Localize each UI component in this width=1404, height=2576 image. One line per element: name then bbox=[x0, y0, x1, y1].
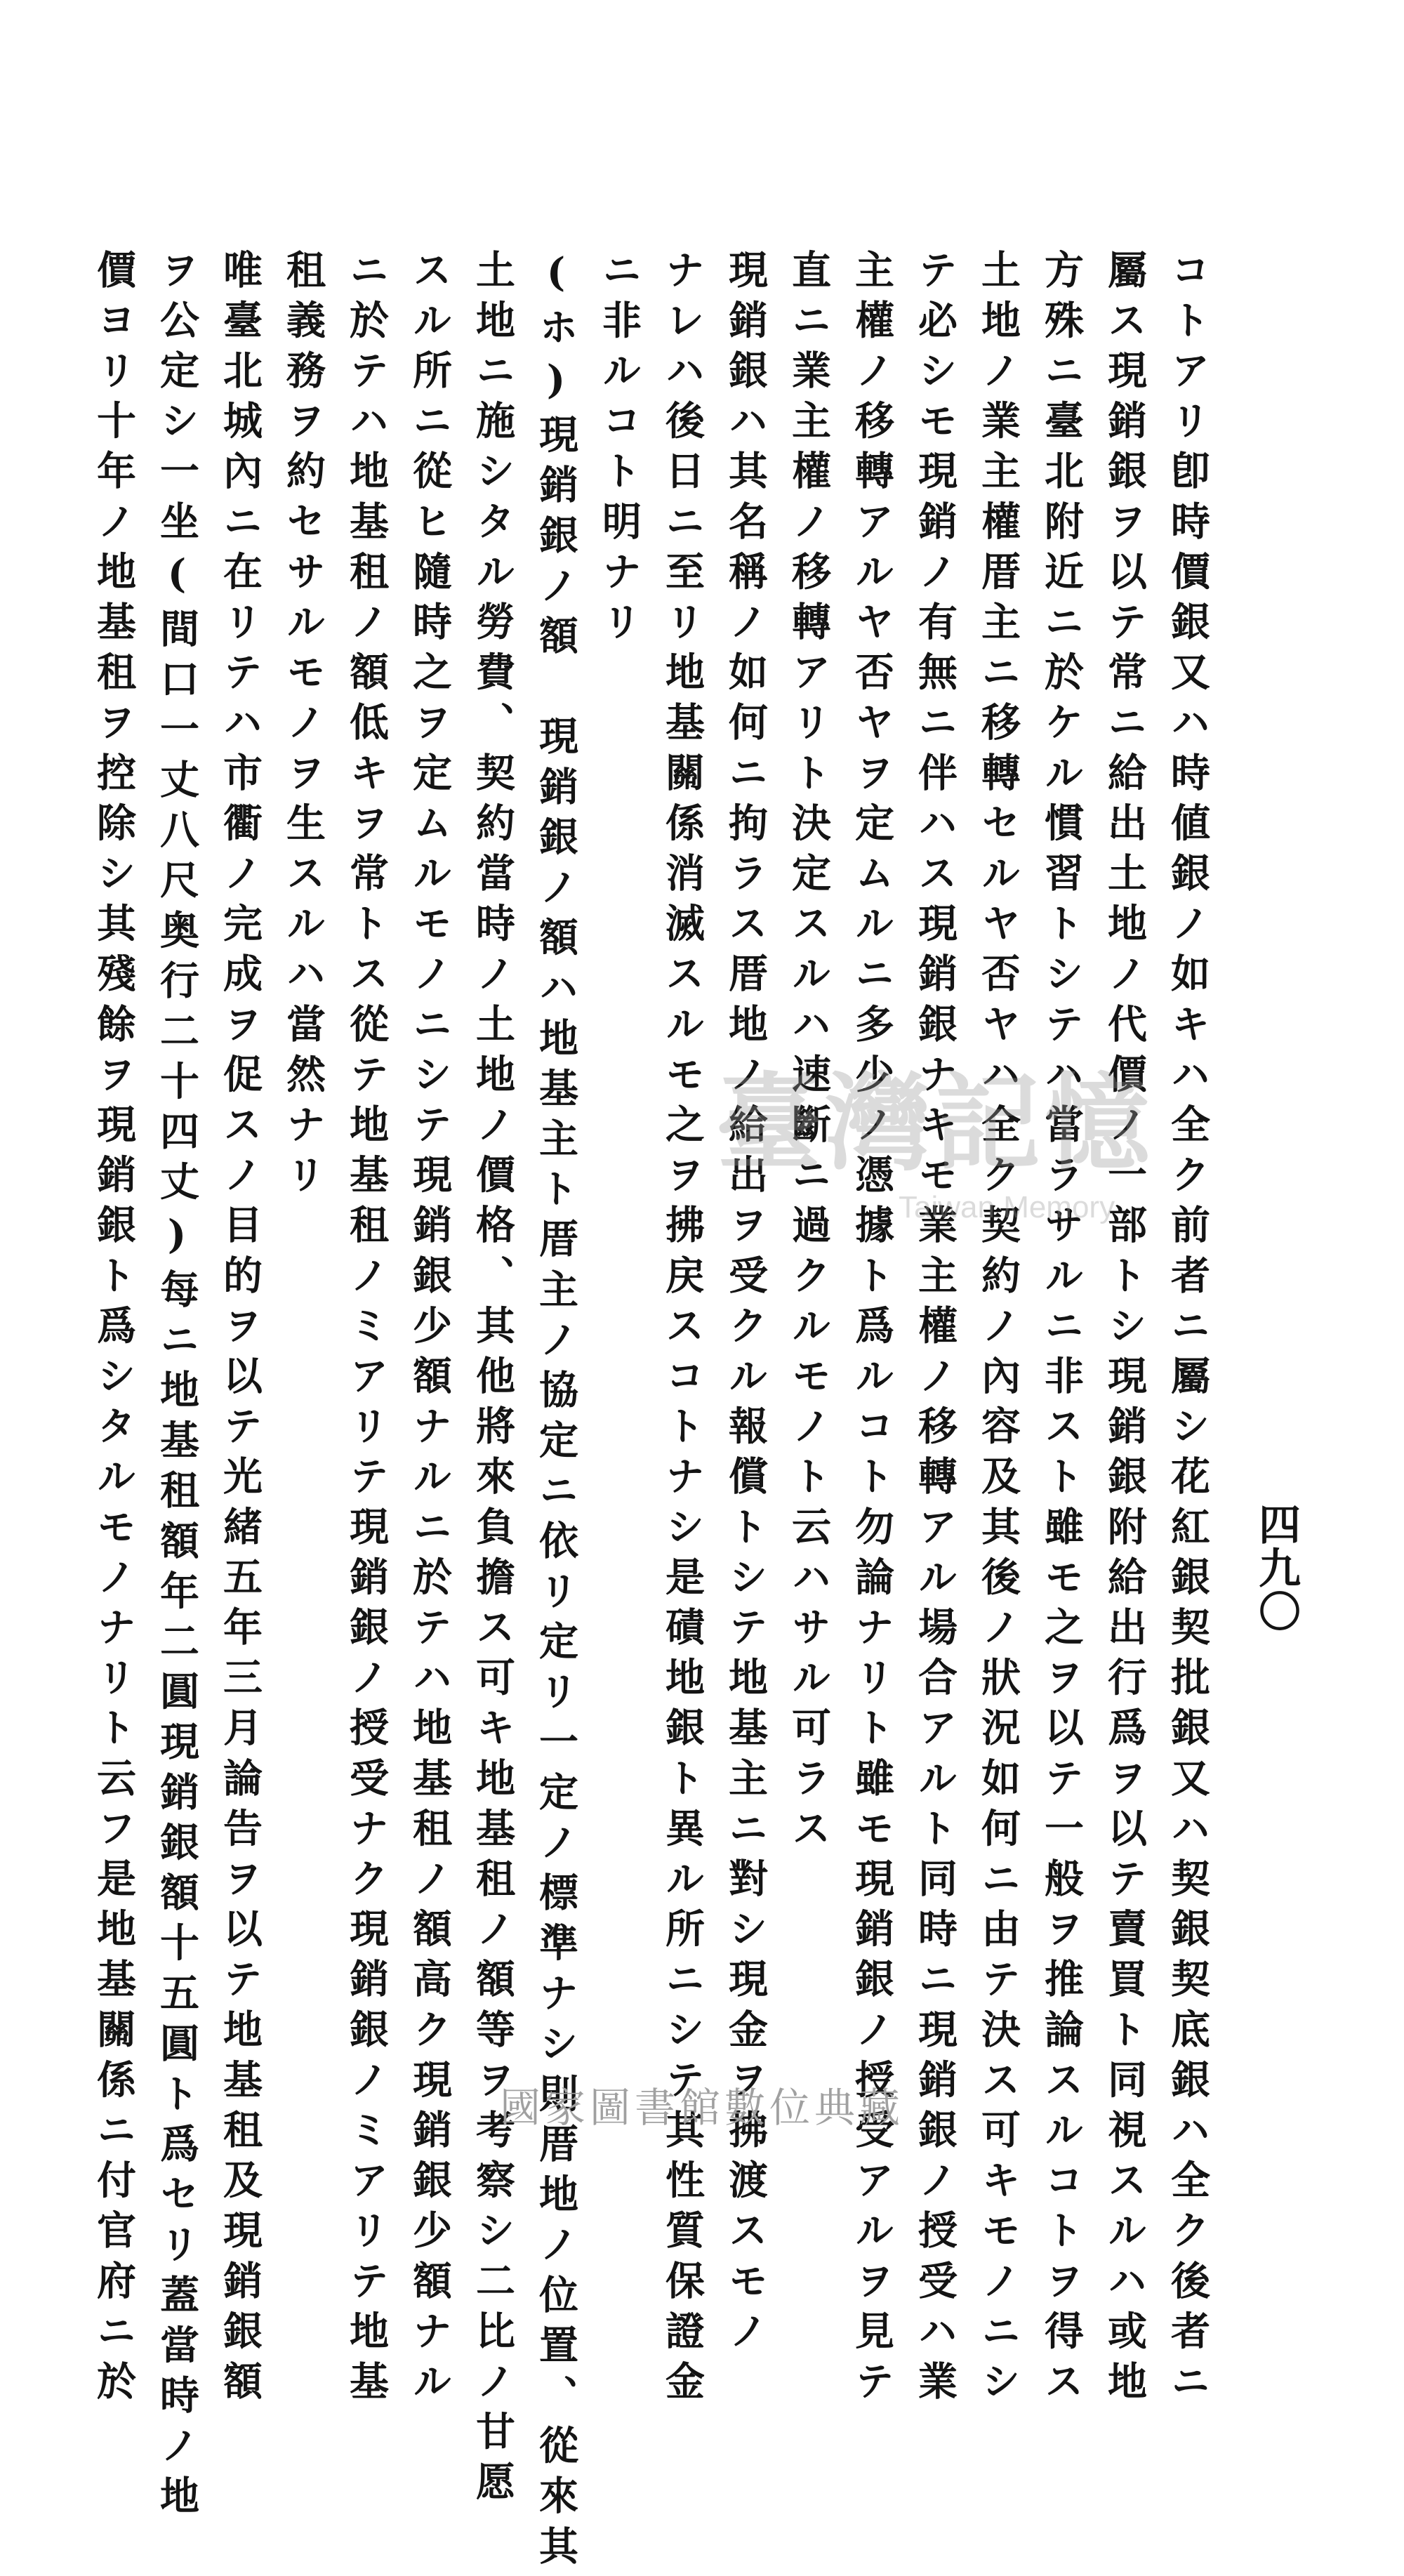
text-column: 唯臺北城內ニ在リテハ市衢ノ完成ヲ促スノ目的ヲ以テ光緒五年三月論告ヲ以テ地基租及現銷銀額 bbox=[217, 249, 263, 2411]
text-column: 租義務ヲ約セサルモノヲ生スルハ當然ナリ bbox=[280, 249, 326, 1205]
text-column: 土地ニ施シタル勞費、契約當時ノ土地ノ價格、其他將來負擔ス可キ地基租ノ額等ヲ考察シ二比ノ甘愿 bbox=[470, 249, 516, 2511]
text-column: (ホ)現銷銀ノ額 現銷銀ノ額ハ地基主ト厝主ノ協定ニ依リ定リ一定ノ標準ナシ則厝地ノ位置、從來其 bbox=[533, 249, 579, 2576]
text-column: ニ於テハ地基租ノ額低キヲ常トス從テ地基租ノミアリテ現銷銀ノ授受ナク現銷銀ノミアリテ地基 bbox=[343, 249, 390, 2411]
watermark-latin: Taiwan Memory bbox=[899, 1190, 1115, 1224]
text-column: スル所ニ從ヒ隨時之ヲ定ムルモノニシテ現銷銀少額ナルニ於テハ地基租ノ額高ク現銷銀少額ナル bbox=[406, 249, 453, 2411]
watermark-cjk: 臺灣記憶 bbox=[716, 1062, 1155, 1185]
text-column: ナレハ後日ニ至リ地基關係消滅スルモ之ヲ拂戻スコトナシ是磧地銀ト異ル所ニシテ其性質保證金 bbox=[659, 249, 706, 2411]
text-column: 土地ノ業主權厝主ニ移轉セルヤ否ヤハ全ク契約ノ內容及其後ノ狀況如何ニ由テ決ス可キモノニシ bbox=[975, 249, 1021, 2411]
page-number: 四九〇 bbox=[1252, 1502, 1301, 1633]
text-column: 方殊ニ臺北附近ニ於ケル慣習トシテハ當ラサルニ非スト雖モ之ヲ以テ一般ヲ推論スルコトヲ得ス bbox=[1038, 249, 1085, 2411]
text-column: コトアリ卽時價銀又ハ時値銀ノ如キハ全ク前者ニ屬シ花紅銀契批銀又ハ契銀契底銀ハ全ク後者ニ bbox=[1165, 249, 1211, 2411]
text-column: 現銷銀ハ其名稱ノ如何ニ拘ラス厝地ノ給出ヲ受クル報償トシテ地基主ニ對シ現金ヲ拂渡スモノ bbox=[722, 249, 769, 2361]
footer-archive-label: 國家圖書館數位典藏 bbox=[499, 2084, 904, 2132]
text-column: ニ非ルコト明ナリ bbox=[596, 249, 642, 652]
text-column: テ必シモ現銷ノ有無ニ伴ハス現銷銀ナキモ業主權ノ移轉アル場合アルト同時ニ現銷銀ノ授受ハ業 bbox=[912, 249, 958, 2411]
text-column: 價ヨリ十年ノ地基租ヲ控除シ其殘餘ヲ現銷銀ト爲シタルモノナリト云フ是地基關係ニ付官府ニ於 bbox=[91, 249, 137, 2411]
text-column: 屬ス現銷銀ヲ以テ常ニ給出土地ノ代價ノ一部トシ現銷銀附給出行爲ヲ以テ賣買ト同視スルハ或地 bbox=[1101, 249, 1148, 2411]
text-column: 直ニ業主權ノ移轉アリト決定スルハ速斷ニ過クルモノト云ハサル可ラス bbox=[786, 249, 832, 1858]
text-column: ヲ公定シ一坐(間口一丈八尺奥行二十四丈)每ニ地基租額年二圓現銷銀額十五圓ト爲セリ蓋當時ノ地 bbox=[154, 249, 200, 2525]
text-column: 主權ノ移轉アルヤ否ヤヲ定ムルニ多少ノ憑據ト爲ルコト勿論ナリト雖モ現銷銀ノ授受アルヲ見テ bbox=[849, 249, 895, 2411]
